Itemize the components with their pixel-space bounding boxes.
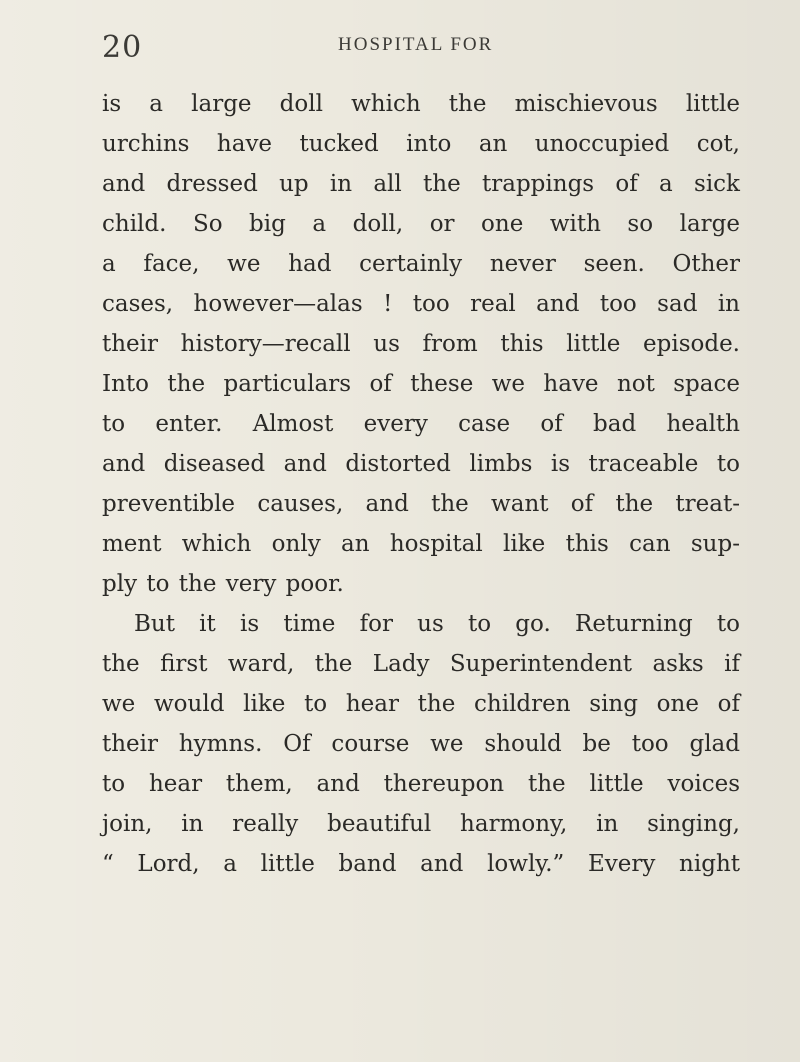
text-line: join, in really beautiful harmony, in singing, <box>102 811 740 837</box>
page-header <box>0 26 800 66</box>
text-line: urchins have tucked into an unoccupied cot, <box>102 131 740 157</box>
running-head: HOSPITAL FOR <box>338 34 494 55</box>
text-line: we would like to hear the children sing one of <box>102 691 740 717</box>
text-line: is a large doll which the mischievous little <box>102 91 740 117</box>
text-line: But it is time for us to go. Returning to <box>134 611 740 637</box>
text-line: and dressed up in all the trappings of a sick <box>102 171 740 197</box>
text-line: “ Lord, a little band and lowly.” Every night <box>102 851 740 877</box>
text-line: and diseased and distorted limbs is traceable to <box>102 451 740 477</box>
text-line: ment which only an hospital like this can sup- <box>102 531 740 557</box>
text-line: a face, we had certainly never seen. Other <box>102 251 740 277</box>
text-line: preventible causes, and the want of the treat- <box>102 491 740 517</box>
text-line: cases, however—alas ! too real and too sad in <box>102 291 740 317</box>
body-text <box>102 84 740 884</box>
text-line: ply to the very poor. <box>102 571 344 597</box>
text-line: to enter. Almost every case of bad health <box>102 411 740 437</box>
page-number: 20 <box>102 30 143 65</box>
text-line: to hear them, and thereupon the little voices <box>102 771 740 797</box>
text-line: their history—recall us from this little episode. <box>102 331 740 357</box>
text-line: the first ward, the Lady Superintendent asks if <box>102 651 740 677</box>
text-line: Into the particulars of these we have not space <box>102 371 740 397</box>
text-line: child. So big a doll, or one with so large <box>102 211 740 237</box>
text-line: their hymns. Of course we should be too glad <box>102 731 740 757</box>
